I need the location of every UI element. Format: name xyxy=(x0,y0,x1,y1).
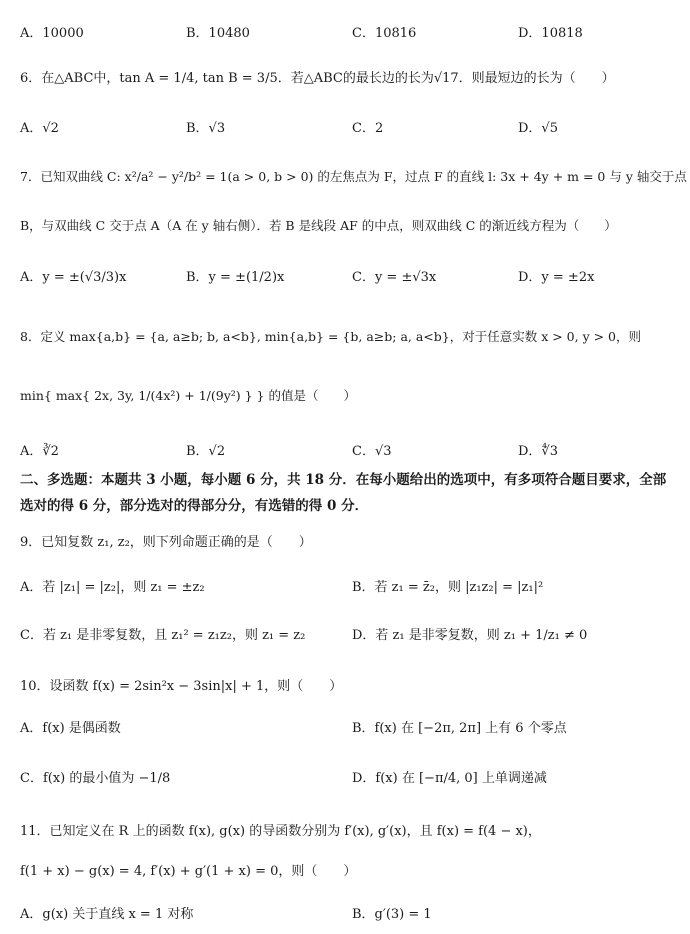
q10-option-d: D．f(x) 在 [−π/4, 0] 上单调递减 xyxy=(352,771,547,786)
q6-option-a: A．√2 xyxy=(20,121,59,136)
q7-option-d: D．y = ±2x xyxy=(518,270,595,285)
q9-option-a: A．若 |z₁| = |z₂|，则 z₁ = ±z₂ xyxy=(20,580,205,595)
q7-option-b: B．y = ±(1/2)x xyxy=(186,270,285,285)
q10-stem: 10．设函数 f(x) = 2sin²x − 3sin|x| + 1，则（ ） xyxy=(20,679,343,694)
q11-option-a: A．g(x) 关于直线 x = 1 对称 xyxy=(20,907,194,922)
q9-option-b: B．若 z₁ = z̄₂，则 |z₁z₂| = |z₁|² xyxy=(352,580,544,595)
q8-stem-line1: 8．定义 max{a,b} = {a, a≥b; b, a<b}, min{a,b} = {b, a≥b; a, a<b}，对于任意实数 x > 0, y > 0，则 xyxy=(20,329,642,344)
q8-option-a: A．∛2 xyxy=(20,444,59,459)
q6-option-c: C．2 xyxy=(352,121,384,136)
section2-heading: 二、多选题：本题共 3 小题，每小题 6 分，共 18 分．在每小题给出的选项中，有多项符合题目要求，全部选对的得 6 分，部分选对的得部分分，有选错的得 0 分． xyxy=(20,472,667,514)
q6-stem: 6．在△ABC中，tan A = 1/4, tan B = 3/5．若△ABC的最长边的长为√17．则最短边的长为（ ） xyxy=(20,71,615,86)
q7-option-c: C．y = ±√3x xyxy=(352,270,437,285)
q8-stem-line2: min{ max{ 2x, 3y, 1/(4x²) + 1/(9y²) } } 的值是（ ） xyxy=(20,388,356,403)
q5-option-c: C．10816 xyxy=(352,26,417,41)
q11-stem-line2: f(1 + x) − g(x) = 4, f′(x) + g′(1 + x) = 0，则（ ） xyxy=(20,864,357,879)
q9-stem: 9．已知复数 z₁, z₂，则下列命题正确的是（ ） xyxy=(20,535,312,550)
q6-option-d: D．√5 xyxy=(518,121,558,136)
q11-stem-line1: 11．已知定义在 R 上的函数 f(x), g(x) 的导函数分别为 f′(x), g′(x)，且 f(x) = f(4 − x)， xyxy=(20,824,541,839)
q5-option-d: D．10818 xyxy=(518,26,583,41)
q8-option-b: B．√2 xyxy=(186,444,226,459)
q5-option-b: B．10480 xyxy=(186,26,250,41)
q11-option-b: B．g′(3) = 1 xyxy=(352,907,432,922)
q7-stem-line2: B，与双曲线 C 交于点 A（A 在 y 轴右侧）．若 B 是线段 AF 的中点，则双曲线 C 的渐近线方程为（ ） xyxy=(20,218,617,233)
q9-option-d: D．若 z₁ 是非零复数，则 z₁ + 1/z₁ ≠ 0 xyxy=(352,628,588,643)
q10-option-c: C．f(x) 的最小值为 −1/8 xyxy=(20,771,171,786)
q5-option-a: A．10000 xyxy=(20,26,84,41)
q8-option-d: D．∜3 xyxy=(518,444,558,459)
q10-option-b: B．f(x) 在 [−2π, 2π] 上有 6 个零点 xyxy=(352,721,567,736)
q10-option-a: A．f(x) 是偶函数 xyxy=(20,721,121,736)
q7-option-a: A．y = ±(√3/3)x xyxy=(20,270,127,285)
q9-option-c: C．若 z₁ 是非零复数，且 z₁² = z₁z₂，则 z₁ = z₂ xyxy=(20,628,306,643)
q8-option-c: C．√3 xyxy=(352,444,392,459)
q6-option-b: B．√3 xyxy=(186,121,226,136)
q7-stem-line1: 7．已知双曲线 C: x²/a² − y²/b² = 1(a > 0, b > 0) 的左焦点为 F，过点 F 的直线 l: 3x + 4y + m = 0 与 y 轴交于点 xyxy=(20,169,687,184)
